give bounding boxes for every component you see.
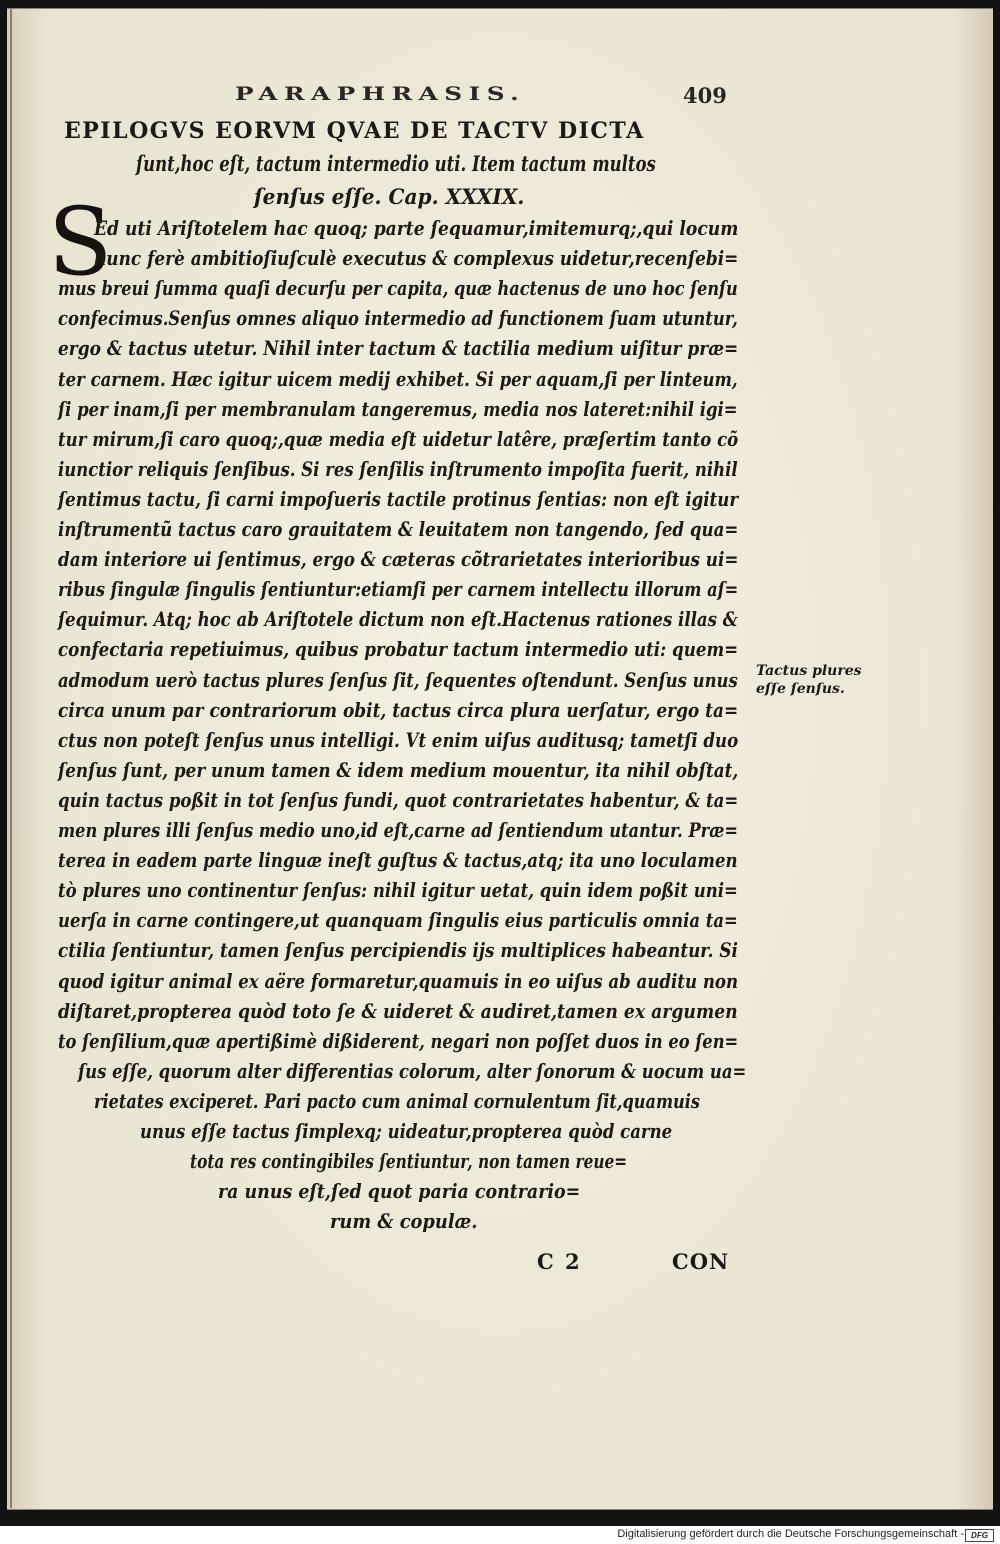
text-line: ctus non poteſt ſenſus unus intelligi. Vt enim uiſus auditusq; tametſi duo — [58, 728, 739, 752]
text-line: ſus eſſe, quorum alter differentias colorum, alter ſonorum & uocum ua= — [78, 1059, 747, 1083]
dfg-logo: DFG — [965, 1529, 994, 1542]
text-line: uerſa in carne contingere,ut quanquam ſingulis eius particulis omnia ta= — [58, 908, 738, 932]
text-line: ctilia ſentiuntur, tamen ſenſus percipiendis ijs multiplices habeantur. Si — [58, 938, 738, 962]
text-line: ſequimur. Atq; hoc ab Ariſtotele dictum non eſt.Hactenus rationes illas & — [58, 607, 738, 631]
text-line: iunctior reliquis ſenſibus. Si res ſenſilis inſtrumento impoſita fuerit, nihil — [58, 457, 738, 481]
text-line: Ed uti Ariſtotelem hac quoq; parte ſequamur,imitemurq;,qui locum — [94, 216, 739, 240]
text-line: circa unum par contrariorum obit, tactus circa plura uerſatur, ergo ta= — [58, 698, 739, 722]
text-line: admodum uerò tactus plures ſenſus ſit, ſequentes oſtendunt. Senſus unus — [58, 668, 738, 692]
text-line: quod igitur animal ex aëre formaretur,quamuis in eo uiſus ab auditu non — [58, 969, 739, 993]
text-line: men plures illi ſenſus medio uno,id eſt,carne ad ſentiendum utantur. Præ= — [58, 818, 738, 842]
marginal-note-line: eſſe ſenſus. — [756, 681, 845, 697]
text-line: inſtrumentũ tactus caro grauitatem & leuitatem non tangendo, ſed qua= — [58, 517, 739, 541]
text-line: mus breui ſumma quaſi decurſu per capita, quæ hactenus de uno hoc ſenſu — [58, 276, 738, 300]
chapter-title: EPILOGVS EORVM QVAE DE TACTV DICTA — [64, 118, 645, 144]
page-number: 409 — [683, 83, 727, 108]
marginal-note — [756, 662, 862, 698]
chapter-subtitle-line: ſenſus eſſe. Cap. XXXIX. — [254, 184, 525, 209]
marginal-note-line: Tactus plures — [756, 663, 862, 679]
text-line: unus eſſe tactus ſimplexq; uideatur,propterea quòd carne — [140, 1119, 673, 1143]
chapter-subtitle-line: ſunt,hoc eſt, tactum intermedio uti. Item tactum multos — [136, 151, 656, 176]
text-line: tò plures uno continentur ſenſus: nihil igitur uetat, quin idem poßit uni= — [58, 878, 738, 902]
text-line: ra unus eſt,ſed quot paria contrario= — [218, 1179, 581, 1203]
signature-mark: C 2 — [537, 1249, 582, 1274]
text-line: dam interiore ui ſentimus, ergo & cæteras cõtrarietates interioribus ui= — [58, 547, 739, 571]
text-line: ſi per inam,ſi per membranulam tangeremus, media nos lateret:nihil igi= — [58, 397, 738, 421]
text-line: hunc ferè ambitioſiuſculè executus & complexus uidetur,recenſebi= — [94, 246, 739, 270]
text-line: to ſenſilium,quæ apertißimè dißiderent, negari non poſſet duos in eo ſen= — [58, 1029, 739, 1053]
text-line: ergo & tactus utetur. Nihil inter tactum & tactilia medium uiſitur præ= — [58, 336, 739, 360]
drop-cap-initial: S — [48, 188, 113, 297]
text-line: ribus ſingulæ ſingulis ſentiuntur:etiamſi per carnem intellectu illorum aſ= — [58, 577, 739, 601]
text-line: confectaria repetiuimus, quibus probatur tactum intermedio uti: quem= — [58, 637, 739, 661]
text-line: confecimus.Senſus omnes aliquo intermedio ad functionem ſuam utuntur, — [58, 306, 738, 330]
text-line: rietates exciperet. Pari pacto cum animal cornulentum ſit,quamuis — [94, 1089, 700, 1113]
text-line: ſenſus ſunt, per unum tamen & idem medium mouentur, ita nihil obſtat, — [58, 758, 739, 782]
running-head: PARAPHRASIS. — [235, 83, 526, 105]
text-line: diſtaret,propterea quòd toto ſe & uideret & audiret,tamen ex argumen — [58, 999, 738, 1023]
text-line: tota res contingibiles ſentiuntur, non tamen reue= — [190, 1149, 628, 1173]
text-line: ter carnem. Hæc igitur uicem medij exhibet. Si per aquam,ſi per linteum, — [58, 367, 738, 391]
text-line: ſentimus tactu, ſi carni impoſueris tactile protinus ſentias: non eſt igitur — [58, 487, 739, 511]
text-line: rum & copulæ. — [330, 1209, 478, 1233]
page-edge — [10, 8, 12, 1508]
catchword: CON — [672, 1249, 730, 1274]
text-line: terea in eadem parte linguæ ineſt guſtus & tactus,atq; ita uno loculamen — [58, 848, 738, 872]
text-line: quin tactus poßit in tot ſenſus fundi, quot contrarietates habentur, & ta= — [58, 788, 739, 812]
text-line: tur mirum,ſi caro quoq;,quæ media eſt uidetur latêre, præſertim tanto cõ — [58, 427, 739, 451]
funding-notice: Digitalisierung gefördert durch die Deutsche Forschungsgemeinschaft - — [617, 1528, 964, 1540]
